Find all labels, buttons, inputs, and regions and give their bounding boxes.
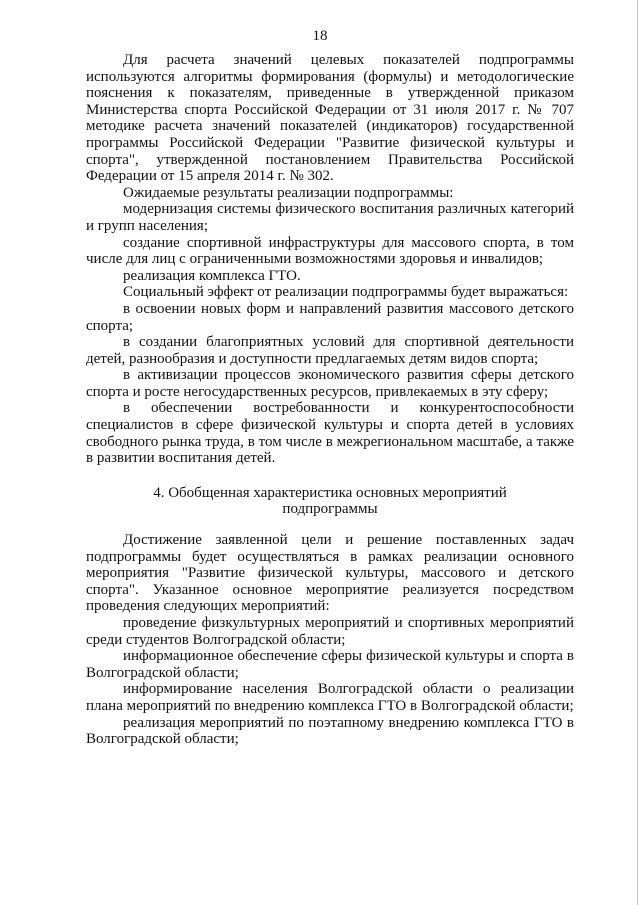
paragraph-event-students: проведение физкультурных мероприятий и спортивных мероприятий среди студентов Волгоградской области; bbox=[86, 615, 574, 648]
paragraph-result-infrastructure: создание спортивной инфраструктуры для массового спорта, в том числе для лиц с ограниченными возможностями здоровья и инвалидов; bbox=[86, 234, 574, 268]
page-number: 18 bbox=[312, 28, 328, 44]
paragraph-event-informing-population: информирование населения Волгоградской области о реализации плана мероприятий по внедрению комплекса ГТО в Волгоградской области; bbox=[86, 681, 574, 714]
paragraph-social-effect-intro: Социальный эффект от реализации подпрограммы будет выражаться: bbox=[123, 284, 569, 301]
paragraph-event-information: информационное обеспечение сферы физической культуры и спорта в Волгоградской области; bbox=[86, 648, 574, 681]
paragraph-event-gto-implementation: реализация мероприятий по поэтапному внедрению комплекса ГТО в Волгоградской области; bbox=[86, 714, 574, 748]
paragraph-goal-achievement: Достижение заявленной цели и решение поставленных задач подпрограммы будет осуществляться в рамках реализации основного мероприятия "Развитие физической культуры, массового и детского спорта". Указанное основное мероприятие реализуется посредством проведения следующих мероприятий: bbox=[86, 532, 574, 615]
section-heading: 4. Обобщенная характеристика основных мероприятий подпрограммы bbox=[153, 484, 507, 518]
paragraph-effect-new-forms: в освоении новых форм и направлений развития массового детского спорта; bbox=[86, 300, 574, 334]
paragraph-result-gto: реализация комплекса ГТО. bbox=[123, 267, 301, 284]
paragraph-effect-economic-activation: в активизации процессов экономического развития сферы детского спорта и росте негосударственных ресурсов, привлекаемых в эту сферу; bbox=[86, 367, 574, 400]
paragraph-effect-specialists: в обеспечении востребованности и конкурентоспособности специалистов в сфере физической культуры и спорта детей в условиях свободного рынка труда, в том числе в межрегиональном масштабе, а также в развитии воспитания детей. bbox=[86, 400, 574, 467]
paragraph-result-modernization: модернизация системы физического воспитания различных категорий и групп населения; bbox=[86, 201, 574, 234]
paragraph-effect-favorable-conditions: в создании благоприятных условий для спортивной деятельности детей, разнообразия и доступности предлагаемых детям видов спорта; bbox=[86, 334, 574, 367]
document-body bbox=[86, 52, 574, 748]
page-edge-line bbox=[637, 0, 638, 905]
paragraph-calculation-methods: Для расчета значений целевых показателей подпрограммы используются алгоритмы формирования (формулы) и методологические пояснения к показателям, приведенные в утвержденной приказом Министерства спорта Российской Федерации от 31 июля 2017 г. № 707 методике расчета значений показателей (индикаторов) государственной программы Российской Федерации "Развитие физической культуры и спорта", утвержденной постановлением Правительства Российской Федерации от 15 апреля 2014 г. № 302. bbox=[86, 52, 574, 185]
paragraph-expected-results-intro: Ожидаемые результаты реализации подпрограммы: bbox=[123, 184, 454, 201]
